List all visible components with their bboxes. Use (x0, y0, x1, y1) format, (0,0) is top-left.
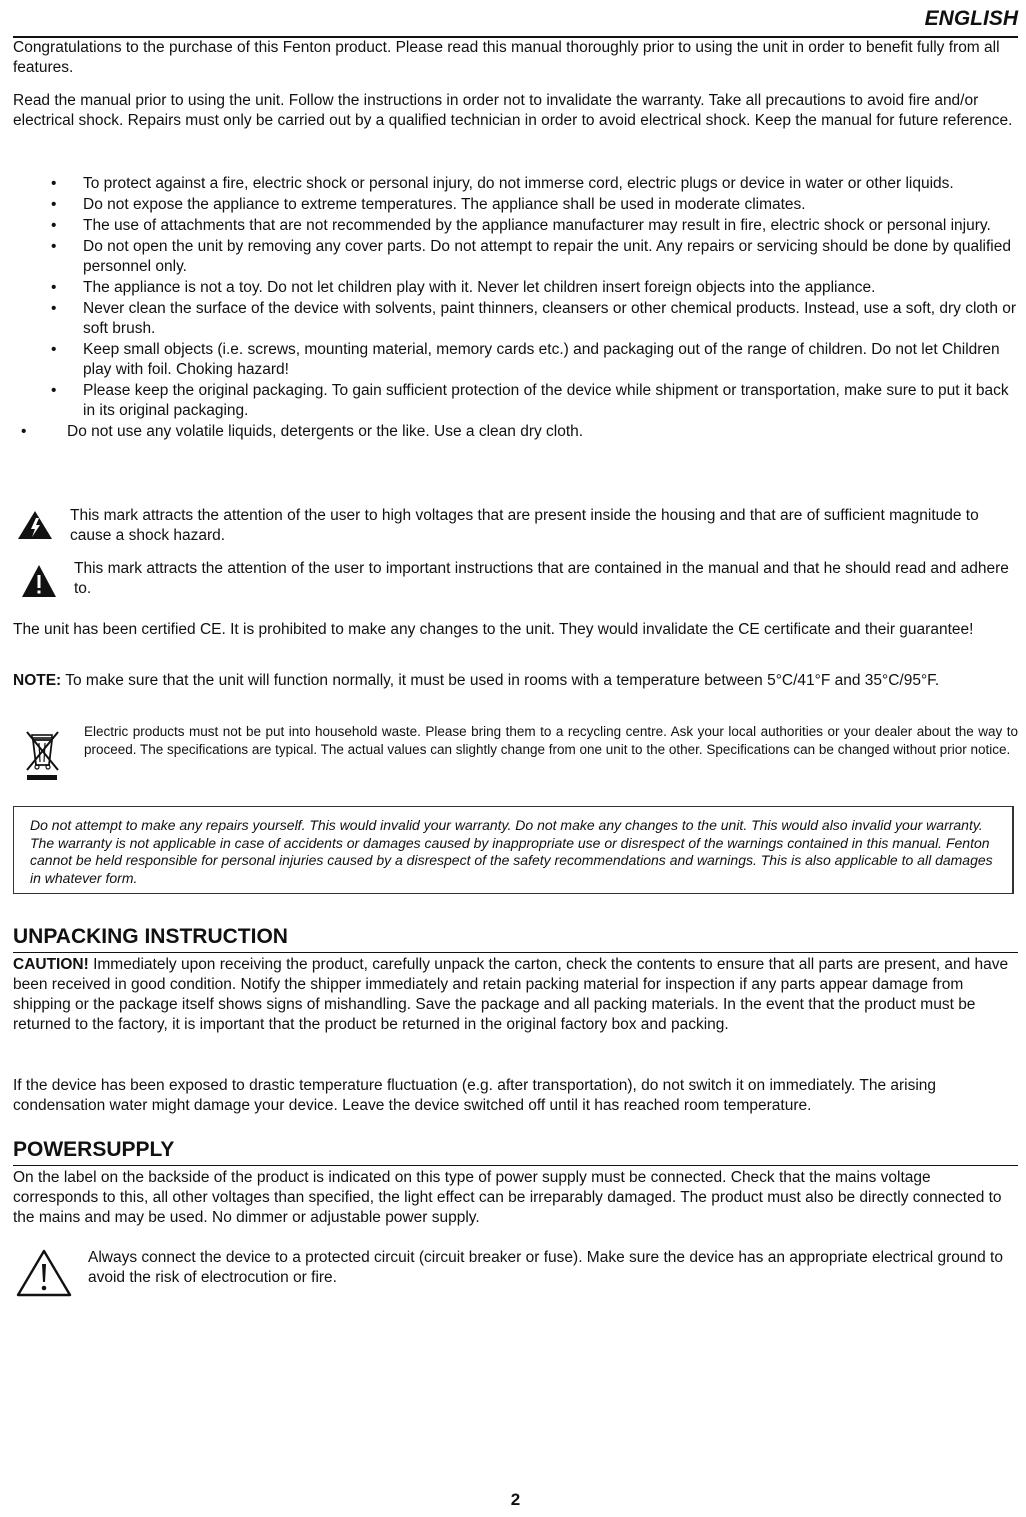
outline-warning-icon (16, 1248, 72, 1304)
list-item: • Do not open the unit by removing any cover parts. Do not attempt to repair the unit. Any repairs or servicing should be done by qualified personnel only. (51, 238, 1011, 275)
powersupply-body (13, 1168, 1018, 1228)
powersupply-text: On the label on the backside of the product is indicated on this type of power supply must be connected. Check that the mains voltage corresponds to this, all other voltages than specified, the light effect can be irreparably damaged. The product must also be directly connected to the mains and may be used. No dimmer or adjustable power supply. (13, 1169, 1002, 1226)
high-voltage-warning-icon (17, 510, 53, 546)
note-label: NOTE: (13, 672, 62, 689)
list-item: • Never clean the surface of the device with solvents, paint thinners, cleansers or other chemical products. Instead, use a soft, dry cloth or soft brush. (51, 300, 1017, 337)
intro-paragraph-1: Congratulations to the purchase of this Fenton product. Please read this manual thoroughly prior to using the unit in order to benefit fully from all features. (13, 39, 1000, 76)
instructions-mark-text: This mark attracts the attention of the user to important instructions that are contained in the manual and that he should read and adhere to. (74, 560, 1009, 597)
note (13, 671, 1018, 691)
voltage-mark-text: This mark attracts the attention of the user to high voltages that are present inside the housing and that are of sufficient magnitude to cause a shock hazard. (70, 507, 979, 544)
weee-row (13, 723, 1018, 759)
exclamation-warning-icon (21, 564, 57, 604)
note-text: To make sure that the unit will function normally, it must be used in rooms with a temperature between 5°C/41°F and 35°C/95°F. (61, 672, 940, 689)
unpacking-title: UNPACKING INSTRUCTION (13, 925, 288, 948)
bullet-icon: • (21, 423, 27, 440)
unpacking-rule (13, 952, 1018, 953)
ground-warning-text: Always connect the device to a protected circuit (circuit breaker or fuse). Make sure the device has an appropriate electrical ground to avoid the risk of electrocution or fire. (88, 1249, 1003, 1286)
powersupply-title: POWERSUPPLY (13, 1138, 175, 1161)
caution-label: CAUTION! (13, 956, 89, 973)
manual-page (13, 0, 1018, 1517)
weee-text: Electric products must not be put into household waste. Please bring them to a recycling centre. Ask your local authorities or your dealer about the way to proceed. The specifications are typical. The actual values can slightly change from one unit to the other. Specifications can be changed without prior notice. (84, 724, 1018, 757)
bullet-icon: • (51, 279, 57, 296)
list-item: • Do not expose the appliance to extreme temperatures. The appliance shall be used in moderate climates. (51, 196, 806, 213)
bullet-icon: • (51, 341, 57, 358)
bullet-icon: • (51, 300, 57, 317)
ground-warning-row (13, 1248, 1018, 1288)
page-number: 2 (510, 1490, 521, 1509)
unpacking-temperature (13, 1076, 1018, 1116)
instructions-mark-row (13, 559, 1018, 599)
list-item: • The appliance is not a toy. Do not let children play with it. Never let children insert foreign objects into the appliance. (51, 279, 876, 296)
crossed-out-bin-icon (23, 729, 63, 787)
list-item: • Please keep the original packaging. To gain sufficient protection of the device while shipment or transportation, make sure to put it back in its original packaging. (51, 382, 1009, 419)
bullet-icon: • (51, 217, 57, 234)
language-header: ENGLISH (924, 7, 1018, 30)
intro-2 (13, 91, 1018, 131)
bullet-icon: • (51, 382, 57, 399)
list-item: • Keep small objects (i.e. screws, mounting material, memory cards etc.) and packaging out of the range of children. Do not let Children play with foil. Choking hazard! (51, 341, 1000, 378)
list-item: • To protect against a fire, electric shock or personal injury, do not immerse cord, electric plugs or device in water or other liquids. (51, 175, 954, 192)
bullet-icon: • (51, 175, 57, 192)
temperature-text: If the device has been exposed to drastic temperature fluctuation (e.g. after transportation), do not switch it on immediately. The arising condensation water might damage your device. Leave the device switched off until it has reached room temperature. (13, 1077, 937, 1114)
ce-text: The unit has been certified CE. It is prohibited to make any changes to the unit. They would invalidate the CE certificate and their guarantee! (13, 621, 974, 638)
unpacking-caution (13, 955, 1018, 1035)
intro-paragraph-2: Read the manual prior to using the unit. Follow the instructions in order not to invalidate the warranty. Take all precautions to avoid fire and/or electrical shock. Repairs must only be carried out by a qualified technician in order to avoid electrical shock. Keep the manual for future reference. (13, 92, 1013, 129)
disclaimer-text: Do not attempt to make any repairs yourself. This would invalid your warranty. Do not make any changes to the unit. This would also invalid your warranty. The warranty is not applicable in case of accidents or damages caused by inappropriate use or disrespect of the warnings contained in this manual. Fenton cannot be held responsible for personal injuries caused by a disrespect of the safety recommendations and warnings. This is also applicable to all damages in whatever form. (30, 817, 993, 886)
ce-statement (13, 620, 1018, 640)
bullet-icon: • (51, 238, 57, 255)
bullet-icon: • (51, 196, 57, 213)
intro (13, 38, 1018, 78)
powersupply-rule (13, 1165, 1018, 1166)
voltage-mark-row (13, 506, 1018, 546)
list-item: • Do not use any volatile liquids, detergents or the like. Use a clean dry cloth. (21, 423, 584, 440)
list-item: • The use of attachments that are not recommended by the appliance manufacturer may result in fire, electric shock or personal injury. (51, 217, 991, 234)
disclaimer-box (13, 806, 1014, 894)
caution-text: Immediately upon receiving the product, carefully unpack the carton, check the contents to ensure that all parts are present, and have been received in good condition. Notify the shipper immediately and retain packing material for inspection if any parts appear damage from shipping or the package itself shows signs of mishandling. Save the package and all packing materials. In the event that the product must be returned to the factory, it is important that the product be returned in the original factory box and packing. (13, 956, 1009, 1033)
safety-list (13, 174, 1018, 443)
